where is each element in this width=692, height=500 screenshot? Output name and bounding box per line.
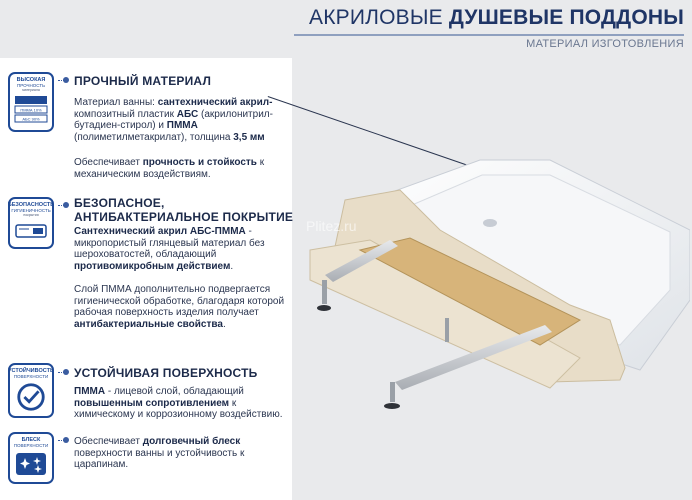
- page-title: [294, 6, 684, 30]
- page-header: [294, 6, 684, 50]
- header-divider: [294, 34, 684, 36]
- paragraph-segment: прочность и стойкость: [142, 157, 257, 168]
- section-heading-strength: [74, 74, 211, 88]
- paragraph-segment: АБС: [176, 108, 199, 120]
- paragraph-segment: Сантехнический акрил АБС-ПММА: [74, 226, 246, 237]
- shower-tray-cutaway: [250, 120, 690, 440]
- badge-title: УСТОЙЧИВОСТЬ: [8, 368, 54, 374]
- connector-dot: [58, 372, 66, 373]
- paragraph-segment: 3,5 мм: [233, 131, 265, 143]
- paragraph-segment: антибактериальные свойства: [74, 318, 223, 330]
- paragraph-segment: композитный пластик: [74, 108, 177, 120]
- badge-subtitle: ПОВЕРХНОСТИ: [13, 443, 49, 448]
- section-heading-resistance: [74, 366, 257, 380]
- paragraph-segment: ПММА: [74, 386, 106, 397]
- paragraph-segment: - микропористый глянцевый материал без шероховатостей, обладающий: [74, 226, 265, 260]
- paragraph-segment: Материал ванны:: [74, 97, 158, 108]
- paragraph-segment: сантехнический акрил-: [157, 97, 273, 108]
- paragraph-segment: (полиметилметакрилат), толщина: [74, 131, 234, 143]
- paragraph-segment: Обеспечивает: [74, 157, 143, 168]
- badge-title: БЕЗОПАСНОСТЬ: [7, 202, 55, 208]
- badge-subtitle: ГИГИЕНИЧНОСТЬ: [11, 208, 51, 213]
- badge-subtitle: ПРОЧНОСТЬ: [16, 83, 46, 88]
- paragraph-segment: Слой ПММА дополнительно подвергается гигиенической обработке, благодаря которой рабочая поверхность изделия получает: [74, 284, 285, 318]
- badge-title: ВЫСОКАЯ: [16, 77, 46, 83]
- gloss-paragraph: [74, 436, 289, 471]
- paragraph-segment: .: [222, 318, 226, 330]
- paragraph-segment: .: [230, 260, 234, 272]
- title-bold: ДУШЕВЫЕ ПОДДОНЫ: [448, 6, 684, 29]
- shield-check-icon: [14, 381, 48, 413]
- leg-foot-1: [317, 305, 331, 311]
- paragraph-segment: ПММА: [166, 120, 198, 131]
- paragraph-segment: повышенным сопротивлением: [74, 397, 230, 409]
- leg-1: [322, 280, 327, 304]
- paragraph-segment: (акрилонитрил-бутадиен-стирол) и: [74, 108, 273, 131]
- badge-subtitle: ПОВЕРХНОСТИ: [13, 374, 49, 379]
- paragraph-segment: Обеспечивает: [74, 436, 143, 447]
- badge-caption: покрытия: [23, 213, 39, 217]
- paragraph-segment: поверхности ванны и устойчивость к царапинам.: [74, 447, 245, 470]
- bathtub-icon: [13, 219, 49, 241]
- resistance-badge: [8, 363, 54, 418]
- paragraph-segment: долговечный блеск: [142, 436, 241, 447]
- paragraph-segment: к химическому и коррозионному воздействию.: [74, 397, 283, 420]
- sparkle-icon: [13, 450, 49, 478]
- heading-line: УСТОЙЧИВАЯ ПОВЕРХНОСТЬ: [74, 366, 258, 380]
- leg-foot-2: [384, 403, 400, 409]
- watermark: Plitez.ru: [306, 218, 357, 234]
- leg-2: [390, 382, 395, 402]
- badge-row-1: ПММА 10%: [20, 107, 42, 113]
- layers-icon: [13, 94, 49, 124]
- heading-line: АНТИБАКТЕРИАЛЬНОЕ ПОКРЫТИЕ: [74, 210, 294, 224]
- connector-dot: [58, 440, 66, 441]
- heading-line: БЕЗОПАСНОЕ,: [74, 196, 165, 210]
- badge-caption: материала: [22, 88, 40, 92]
- paragraph-segment: противомикробным действием: [74, 260, 231, 272]
- paragraph-segment: - лицевой слой, обладающий: [105, 386, 244, 397]
- connector-dot: [58, 205, 66, 206]
- title-light: АКРИЛОВЫЕ: [309, 6, 449, 29]
- connector-dot: [58, 80, 66, 81]
- heading-line: ПРОЧНЫЙ МАТЕРИАЛ: [74, 74, 212, 88]
- hygiene-badge: [8, 197, 54, 249]
- badge-title: БЛЕСК: [21, 437, 41, 443]
- leg-3: [445, 318, 449, 342]
- gloss-badge: [8, 432, 54, 484]
- drain-hole: [483, 219, 497, 227]
- paragraph-segment: к механическим воздействиям.: [74, 157, 265, 180]
- strength-badge: [8, 72, 54, 132]
- page-subtitle: МАТЕРИАЛ ИЗГОТОВЛЕНИЯ: [526, 38, 684, 50]
- badge-row-2: АБС 90%: [22, 116, 40, 122]
